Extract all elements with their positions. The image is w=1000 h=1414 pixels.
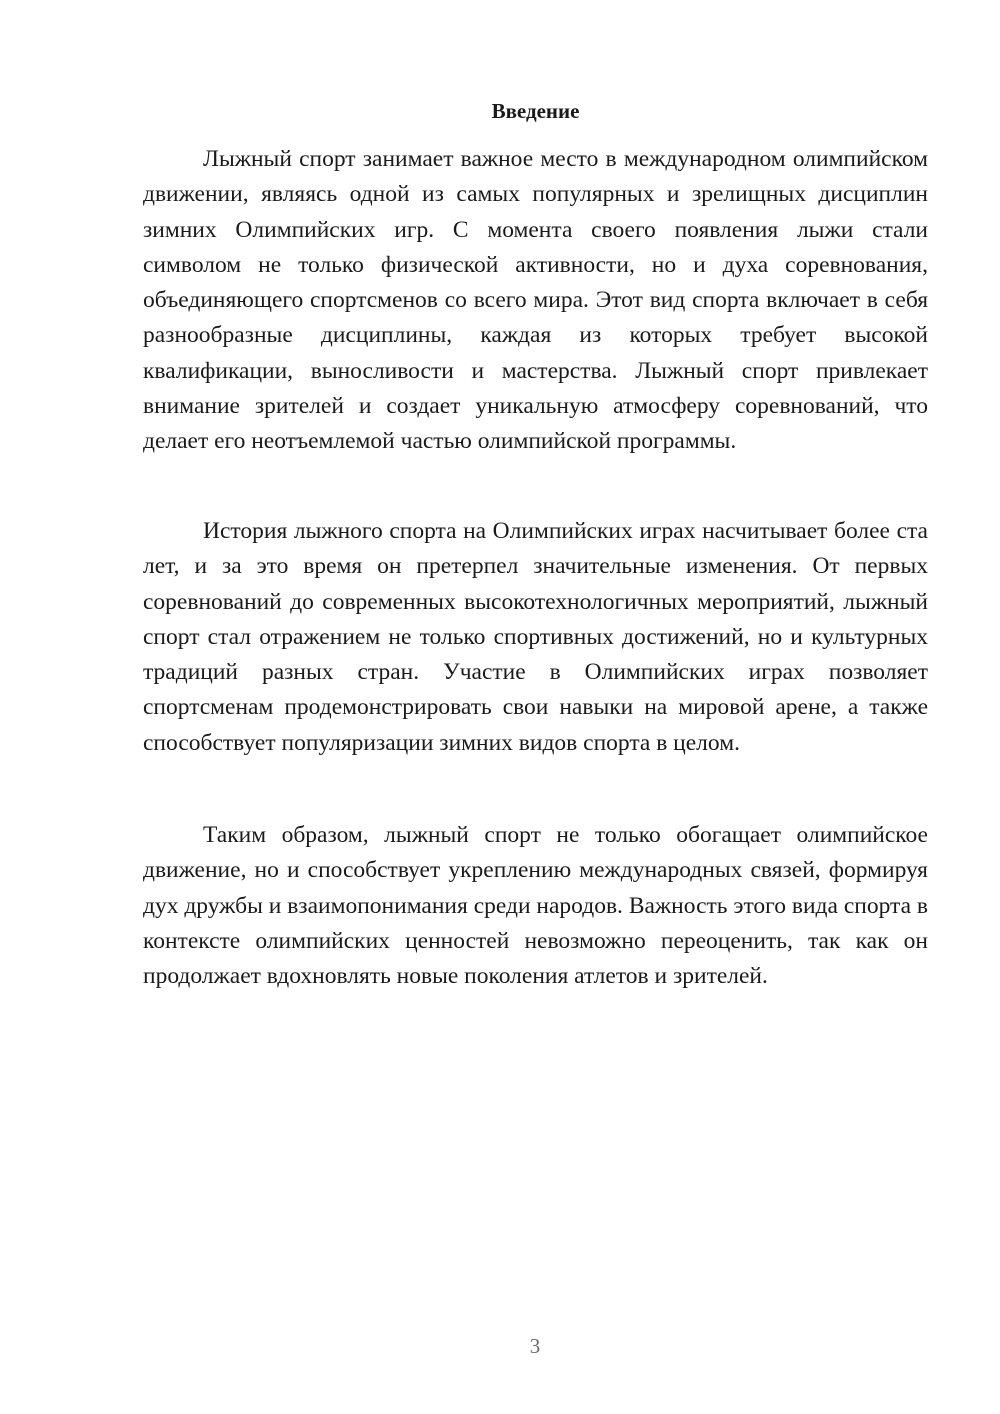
paragraph-1: Лыжный спорт занимает важное место в международном олимпийском движении, являясь одной из самых популярных и зрелищных дисциплин зимних Олимпийских игр. С момента своего появления лыжи стали символом не только физической активности, но и духа соревнования, объединяющего спортсменов со всего мира. Этот вид спорта включает в себя разнообразные дисциплины, каждая из которых требует высокой квалификации, выносливости и мастерства. Лыжный спорт привлекает внимание зрителей и создает уникальную атмосферу соревнований, что делает его неотъемлемой частью олимпийской программы. bbox=[143, 146, 928, 455]
section-title: Введение bbox=[491, 99, 580, 123]
paragraph-3: Таким образом, лыжный спорт не только обогащает олимпийское движение, но и способствует укреплению международных связей, формируя дух дружбы и взаимопонимания среди народов. Важность этого вида спорта в контексте олимпийских ценностей невозможно переоценить, так как он продолжает вдохновлять новые поколения атлетов и зрителей. bbox=[143, 822, 928, 990]
paragraph-2: История лыжного спорта на Олимпийских играх насчитывает более ста лет, и за это время он претерпел значительные изменения. От первых соревнований до современных высокотехнологичных мероприятий, лыжный спорт стал отражением не только спортивных достижений, но и культурных традиций разных стран. Участие в Олимпийских играх позволяет спортсменам продемонстрировать свои навыки на мировой арене, а также способствует популяризации зимних видов спорта в целом. bbox=[143, 518, 928, 756]
page-number: 3 bbox=[529, 1334, 541, 1358]
